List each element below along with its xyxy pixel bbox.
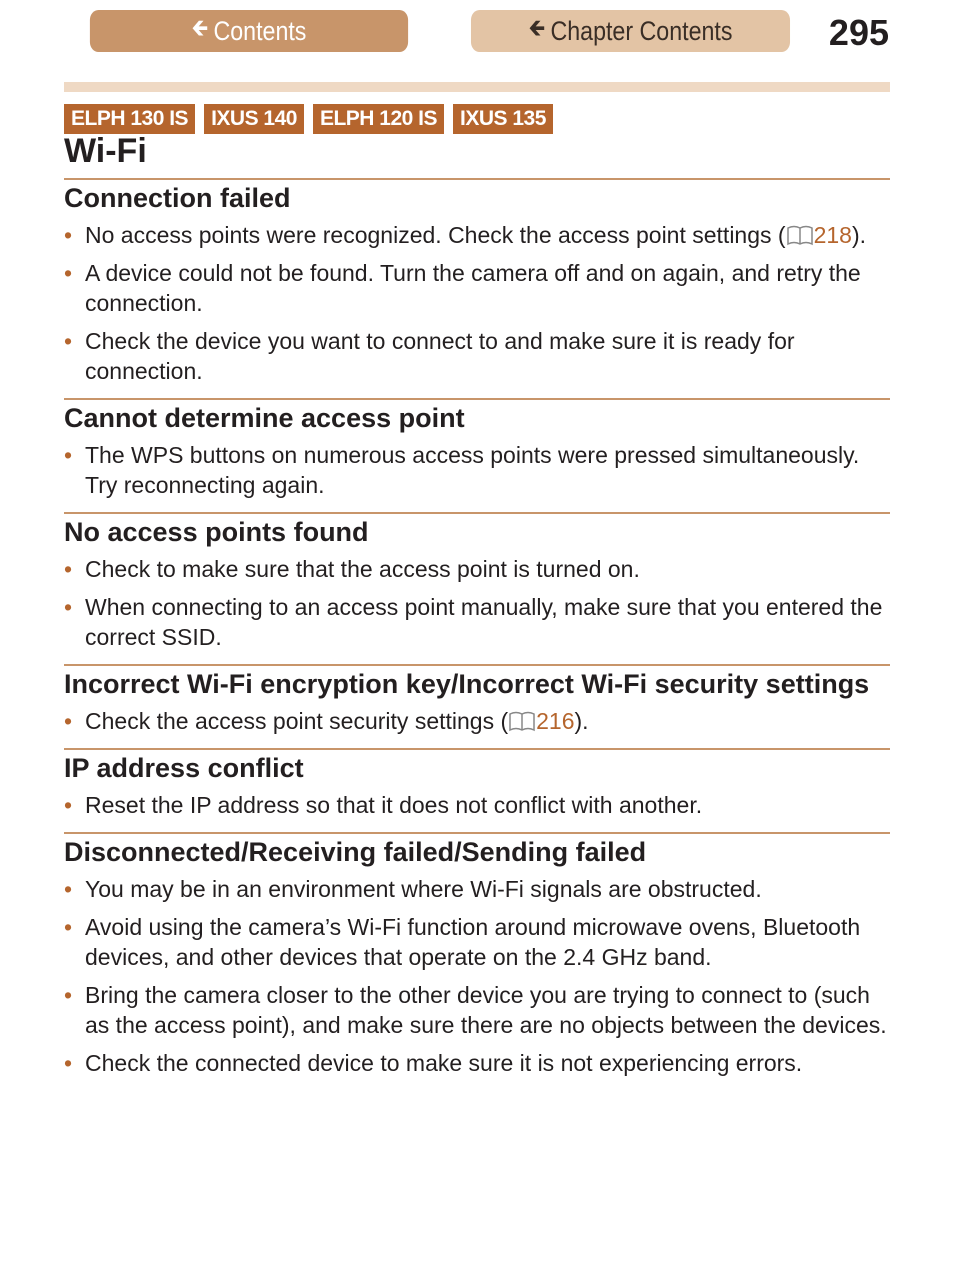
section [64, 398, 890, 500]
list-item [64, 912, 890, 972]
list-item [64, 706, 890, 736]
header-divider [64, 82, 890, 92]
list-item-text: Check the device you want to connect to and make sure it is ready for connection. [85, 328, 795, 384]
list-item [64, 592, 890, 652]
list-item-text: Check to make sure that the access point is turned on. [85, 556, 640, 582]
list-item-text: Avoid using the camera’s Wi-Fi function around microwave ovens, Bluetooth devices, and other devices that operate on the 2.4 GHz band. [85, 914, 861, 970]
list-item [64, 440, 890, 500]
list-item-text: A device could not be found. Turn the camera off and on again, and retry the connection. [85, 260, 861, 316]
list-item [64, 258, 890, 318]
section-heading: No access points found [64, 517, 369, 547]
bullet-list [64, 790, 890, 820]
list-item [64, 326, 890, 386]
list-item-text: When connecting to an access point manually, make sure that you entered the correct SSID. [85, 594, 883, 650]
page-reference-number: 218 [813, 222, 852, 248]
bullet-list [64, 440, 890, 500]
page-reference-number: 216 [536, 708, 575, 734]
section [64, 748, 890, 820]
list-item [64, 790, 890, 820]
list-item-text: No access points were recognized. Check the access point settings ( [85, 222, 786, 248]
list-item-text: Bring the camera closer to the other device you are trying to connect to (such as the access point), and make sure there are no objects between the devices. [85, 982, 887, 1038]
bullet-list [64, 874, 890, 1078]
section-heading: Cannot determine access point [64, 403, 465, 433]
section-heading: Disconnected/Receiving failed/Sending failed [64, 837, 647, 867]
contents-button[interactable] [90, 10, 408, 52]
section [64, 664, 890, 736]
page-reference-link[interactable] [508, 708, 574, 734]
section-heading: IP address conflict [64, 753, 304, 783]
list-item [64, 1048, 890, 1078]
section [64, 178, 890, 386]
list-item-text: Reset the IP address so that it does not conflict with another. [85, 792, 703, 818]
list-item [64, 554, 890, 584]
arrow-left-icon: 🡸 [191, 14, 209, 42]
list-item [64, 874, 890, 904]
troubleshooting-content [64, 178, 890, 1090]
bullet-list [64, 706, 890, 736]
model-badge: IXUS 140 [204, 104, 304, 134]
list-item-text: Check the connected device to make sure it is not experiencing errors. [85, 1050, 803, 1076]
chapter-contents-button-label: Chapter Contents [550, 15, 733, 46]
section [64, 832, 890, 1078]
bullet-list [64, 554, 890, 652]
section-heading: Connection failed [64, 183, 291, 213]
list-item-text-end: ). [574, 708, 589, 734]
list-item-text: You may be in an environment where Wi-Fi signals are obstructed. [85, 876, 762, 902]
model-badge: ELPH 120 IS [313, 104, 444, 134]
list-item [64, 220, 890, 250]
page-number: 295 [828, 12, 889, 53]
model-badge: ELPH 130 IS [64, 104, 195, 134]
section [64, 512, 890, 652]
book-reference-icon [508, 710, 536, 732]
contents-button-label: Contents [213, 15, 307, 46]
chapter-contents-button[interactable] [471, 10, 790, 52]
model-badges [64, 104, 553, 134]
list-item [64, 980, 890, 1040]
book-reference-icon [786, 224, 814, 246]
arrow-left-icon: 🡸 [528, 14, 546, 42]
list-item-text-end: ). [851, 222, 867, 248]
page-title: Wi-Fi [64, 132, 147, 170]
list-item-text: The WPS buttons on numerous access points were pressed simultaneously. Try reconnecting again. [85, 442, 860, 498]
model-badge: IXUS 135 [453, 104, 553, 134]
page-reference-link[interactable] [786, 222, 852, 248]
list-item-text: Check the access point security settings ( [85, 708, 509, 734]
section-heading: Incorrect Wi-Fi encryption key/Incorrect Wi-Fi security settings [64, 669, 870, 699]
bullet-list [64, 220, 890, 386]
